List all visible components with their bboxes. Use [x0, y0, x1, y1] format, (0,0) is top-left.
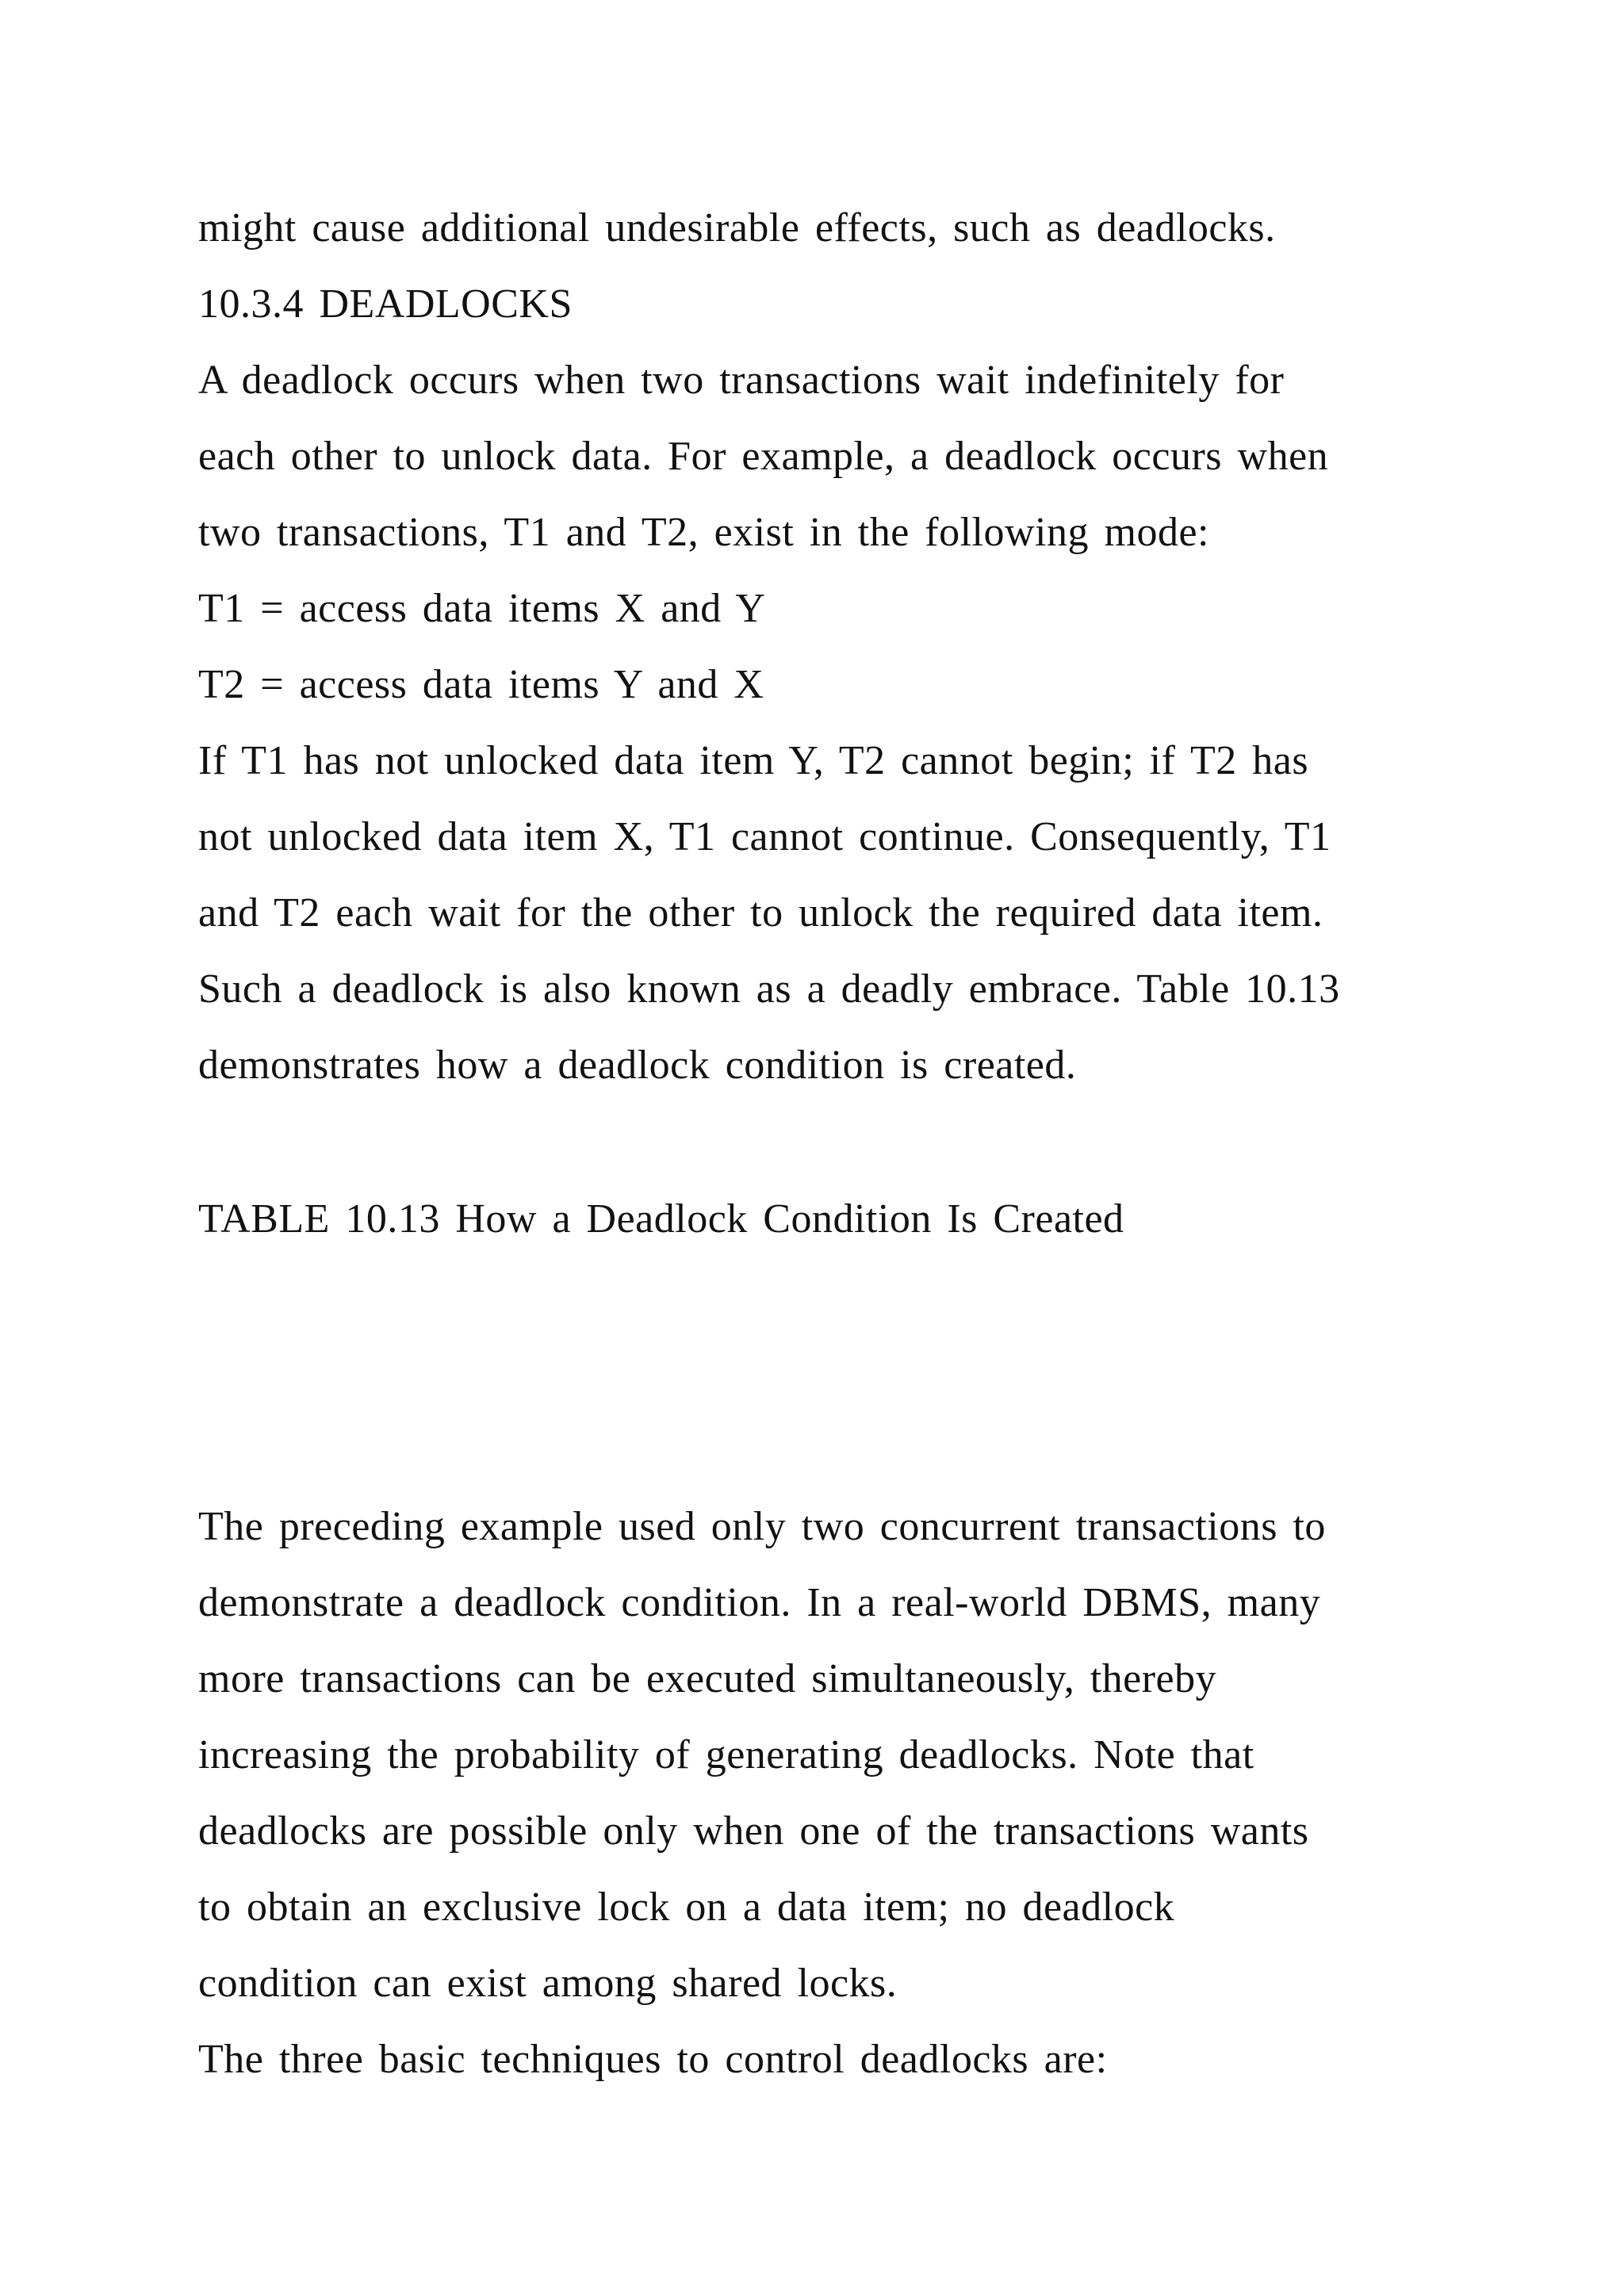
section-heading: 10.3.4 DEADLOCKS	[198, 281, 573, 327]
paragraph-line: Such a deadlock is also known as a deadly embrace. Table 10.13	[198, 966, 1340, 1012]
paragraph-line: demonstrates how a deadlock condition is created.	[198, 1043, 1077, 1088]
paragraph-line: two transactions, T1 and T2, exist in the following mode:	[198, 510, 1209, 555]
paragraph-line: A deadlock occurs when two transactions wait indefinitely for	[198, 358, 1285, 403]
spacer	[198, 1104, 1451, 1181]
table-caption: TABLE 10.13 How a Deadlock Condition Is Created	[198, 1196, 1124, 1242]
paragraph-line: to obtain an exclusive lock on a data item; no deadlock	[198, 1885, 1175, 1930]
paragraph-line: deadlocks are possible only when one of the transactions wants	[198, 1808, 1309, 1854]
paragraph-line: each other to unlock data. For example, a deadlock occurs when	[198, 434, 1329, 479]
document-page	[198, 190, 1451, 2098]
t2-definition: T2 = access data items Y and X	[198, 662, 764, 707]
paragraph-deadly-embrace	[198, 723, 1451, 1104]
paragraph-line: The preceding example used only two concurrent transactions to	[198, 1504, 1326, 1549]
paragraph-line: more transactions can be executed simultaneously, thereby	[198, 1656, 1217, 1701]
paragraph-line: demonstrate a deadlock condition. In a real-world DBMS, many	[198, 1580, 1321, 1625]
paragraph-line: increasing the probability of generating deadlocks. Note that	[198, 1732, 1254, 1777]
table-placeholder-space	[198, 1257, 1451, 1489]
paragraph-line: not unlocked data item X, T1 cannot continue. Consequently, T1	[198, 814, 1331, 859]
intro-line: might cause additional undesirable effects, such as deadlocks.	[198, 205, 1276, 251]
paragraph-deadlock-definition	[198, 342, 1451, 571]
paragraph-concurrency	[198, 1489, 1451, 2022]
paragraph-line: If T1 has not unlocked data item Y, T2 cannot begin; if T2 has	[198, 738, 1309, 783]
t1-definition: T1 = access data items X and Y	[198, 586, 766, 631]
paragraph-line: and T2 each wait for the other to unlock the required data item.	[198, 890, 1323, 936]
closing-line: The three basic techniques to control deadlocks are:	[198, 2037, 1108, 2082]
paragraph-line: condition can exist among shared locks.	[198, 1961, 898, 2006]
